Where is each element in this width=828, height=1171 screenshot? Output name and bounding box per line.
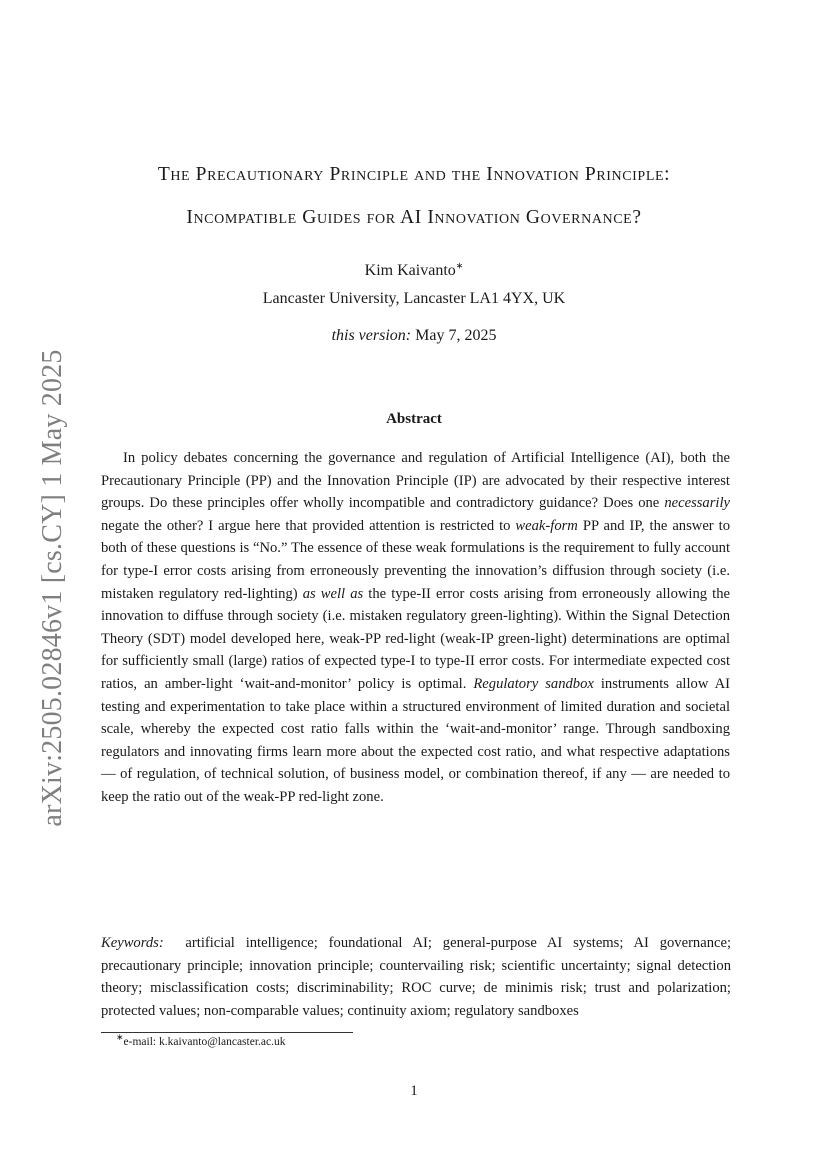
abstract-text: instruments allow AI testing and experimentation to take place within a structured environment of limited duration and societal scale, whereby the expected cost ratio falls within the ‘wait-and-monitor’ range. Through sandboxing regulators and innovating firms learn more about the expected cost ratio, and what respective adaptations — of regulation, of technical solution, of business model, or combination thereof, if any — are needed to keep the ratio out of the weak-PP red-light zone. (101, 675, 730, 805)
abstract-text: negate the other? I argue here that provided attention is restricted to (101, 517, 516, 534)
keywords-paragraph (101, 932, 731, 1022)
version-label: this version: (331, 327, 412, 344)
abstract-paragraph (101, 447, 730, 809)
page-number: 1 (410, 1083, 418, 1099)
abstract-emphasis: as well as (302, 585, 364, 602)
abstract-text: PP and IP, the answer to both of these questions is “No.” The essence of these weak formulations is the requirement to fully account for type-I error costs arising from erroneously preventing the innovation’s diffusion through society (i.e. mistaken regulatory red-lighting) (101, 517, 730, 602)
keywords-label: Keywords: (101, 935, 164, 951)
abstract-emphasis: Regulatory sandbox (473, 675, 594, 692)
abstract-emphasis: necessarily (664, 495, 730, 512)
abstract-text: the type-II error costs arising from erroneously allowing the innovation to diffuse through society (i.e. mistaken regulatory green-lighting). Within the Signal Detection Theory (SDT) model developed here, weak-PP red-light (weak-IP green-light) determinations are optimal for sufficiently small (large) ratios of expected type-I to type-II error costs. For intermediate expected cost ratios, an amber-light ‘wait-and-monitor’ policy is optimal. (101, 585, 730, 692)
author-line (0, 262, 828, 280)
version-line (0, 327, 828, 345)
keywords-text: artificial intelligence; foundational AI; general-purpose AI systems; AI governance; precautionary principle; innovation principle; countervailing risk; scientific uncertainty; signal detection theory; misclassification costs; discriminability; ROC curve; de minimis risk; trust and polarization; protected values; non-comparable values; continuity axiom; regulatory sandboxes (101, 935, 732, 1019)
abstract-text: In policy debates concerning the governance and regulation of Artificial Intelligence (AI), both the Precautionary Principle (PP) and the Innovation Principle (IP) are advocated by their respective interest groups. Do these principles offer wholly incompatible and contradictory guidance? Does one (101, 450, 730, 512)
footnote (116, 1032, 286, 1048)
footnote-divider (101, 1032, 353, 1033)
author-affiliation: Lancaster University, Lancaster LA1 4YX, UK (262, 290, 566, 307)
arxiv-identifier-stamp: arXiv:2505.02846v1 [cs.CY] 1 May 2025 (37, 349, 68, 827)
footnote-email: e-mail: k.kaivanto@lancaster.ac.uk (123, 1036, 286, 1048)
paper-title-line-2: Incompatible Guides for AI Innovation Governance? (186, 207, 642, 228)
paper-title-line-1: The Precautionary Principle and the Innovation Principle: (157, 164, 671, 185)
footnote-mark: ∗ (116, 1032, 124, 1043)
abstract-emphasis: weak-form (515, 517, 578, 534)
abstract-heading: Abstract (386, 411, 442, 427)
author-name: Kim Kaivanto (364, 262, 456, 279)
author-footnote-mark: ∗ (455, 260, 464, 271)
version-date: May 7, 2025 (415, 327, 497, 344)
